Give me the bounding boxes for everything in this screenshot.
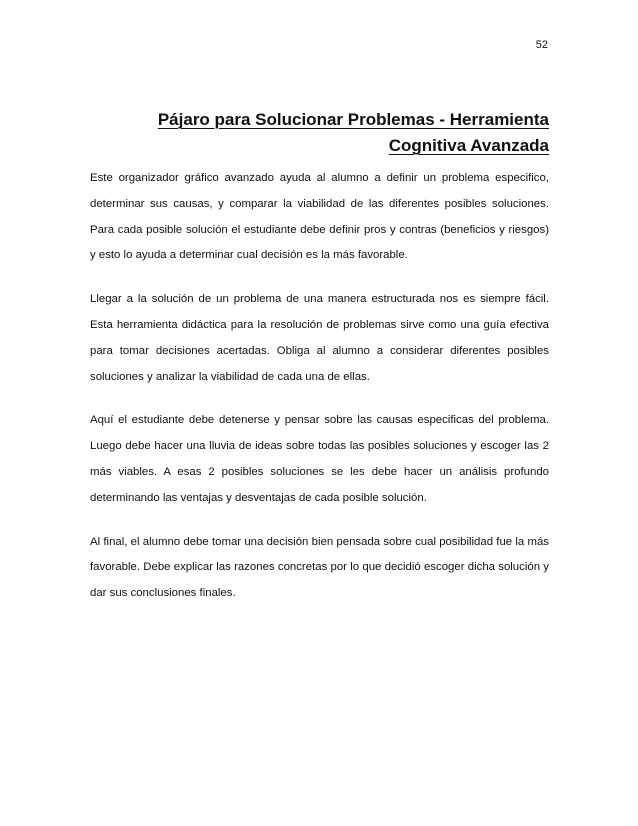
- document-title: [90, 107, 549, 159]
- paragraph-4: Al final, el alumno debe tomar una decisión bien pensada sobre cual posibilidad fue la más favorable. Debe explicar las razones concretas por lo que decidió escoger dicha solución y dar sus conclusiones finales.: [90, 535, 549, 600]
- paragraph-3: Aquí el estudiante debe detenerse y pensar sobre las causas especificas del problema. Luego debe hacer una lluvia de ideas sobre todas las posibles soluciones y escoger las 2 más viables. A esas 2 posibles soluciones se les debe hacer un análisis profundo determinando las ventajas y desventajas de cada posible solución.: [90, 414, 549, 504]
- page-number: 52: [535, 39, 548, 51]
- paragraph-1: Este organizador gráfico avanzado ayuda al alumno a definir un problema especifico, determinar sus causas, y comparar la viabilidad de las diferentes posibles soluciones. Para cada posible solución el estudiante debe definir pros y contras (beneficios y riesgos) y esto lo ayuda a determinar cual decisión es la más favorable.: [90, 172, 549, 262]
- body-text: [90, 166, 549, 625]
- title-line-2: Cognitiva Avanzada: [388, 136, 549, 155]
- paragraph-2: Llegar a la solución de un problema de una manera estructurada nos es siempre fácil. Esta herramienta didáctica para la resolución de problemas sirve como una guía efectiva para tomar decisiones acertadas. Obliga al alumno a considerar diferentes posibles soluciones y analizar la viabilidad de cada una de ellas.: [90, 293, 549, 383]
- title-line-1: Pájaro para Solucionar Problemas - Herramienta: [157, 110, 549, 129]
